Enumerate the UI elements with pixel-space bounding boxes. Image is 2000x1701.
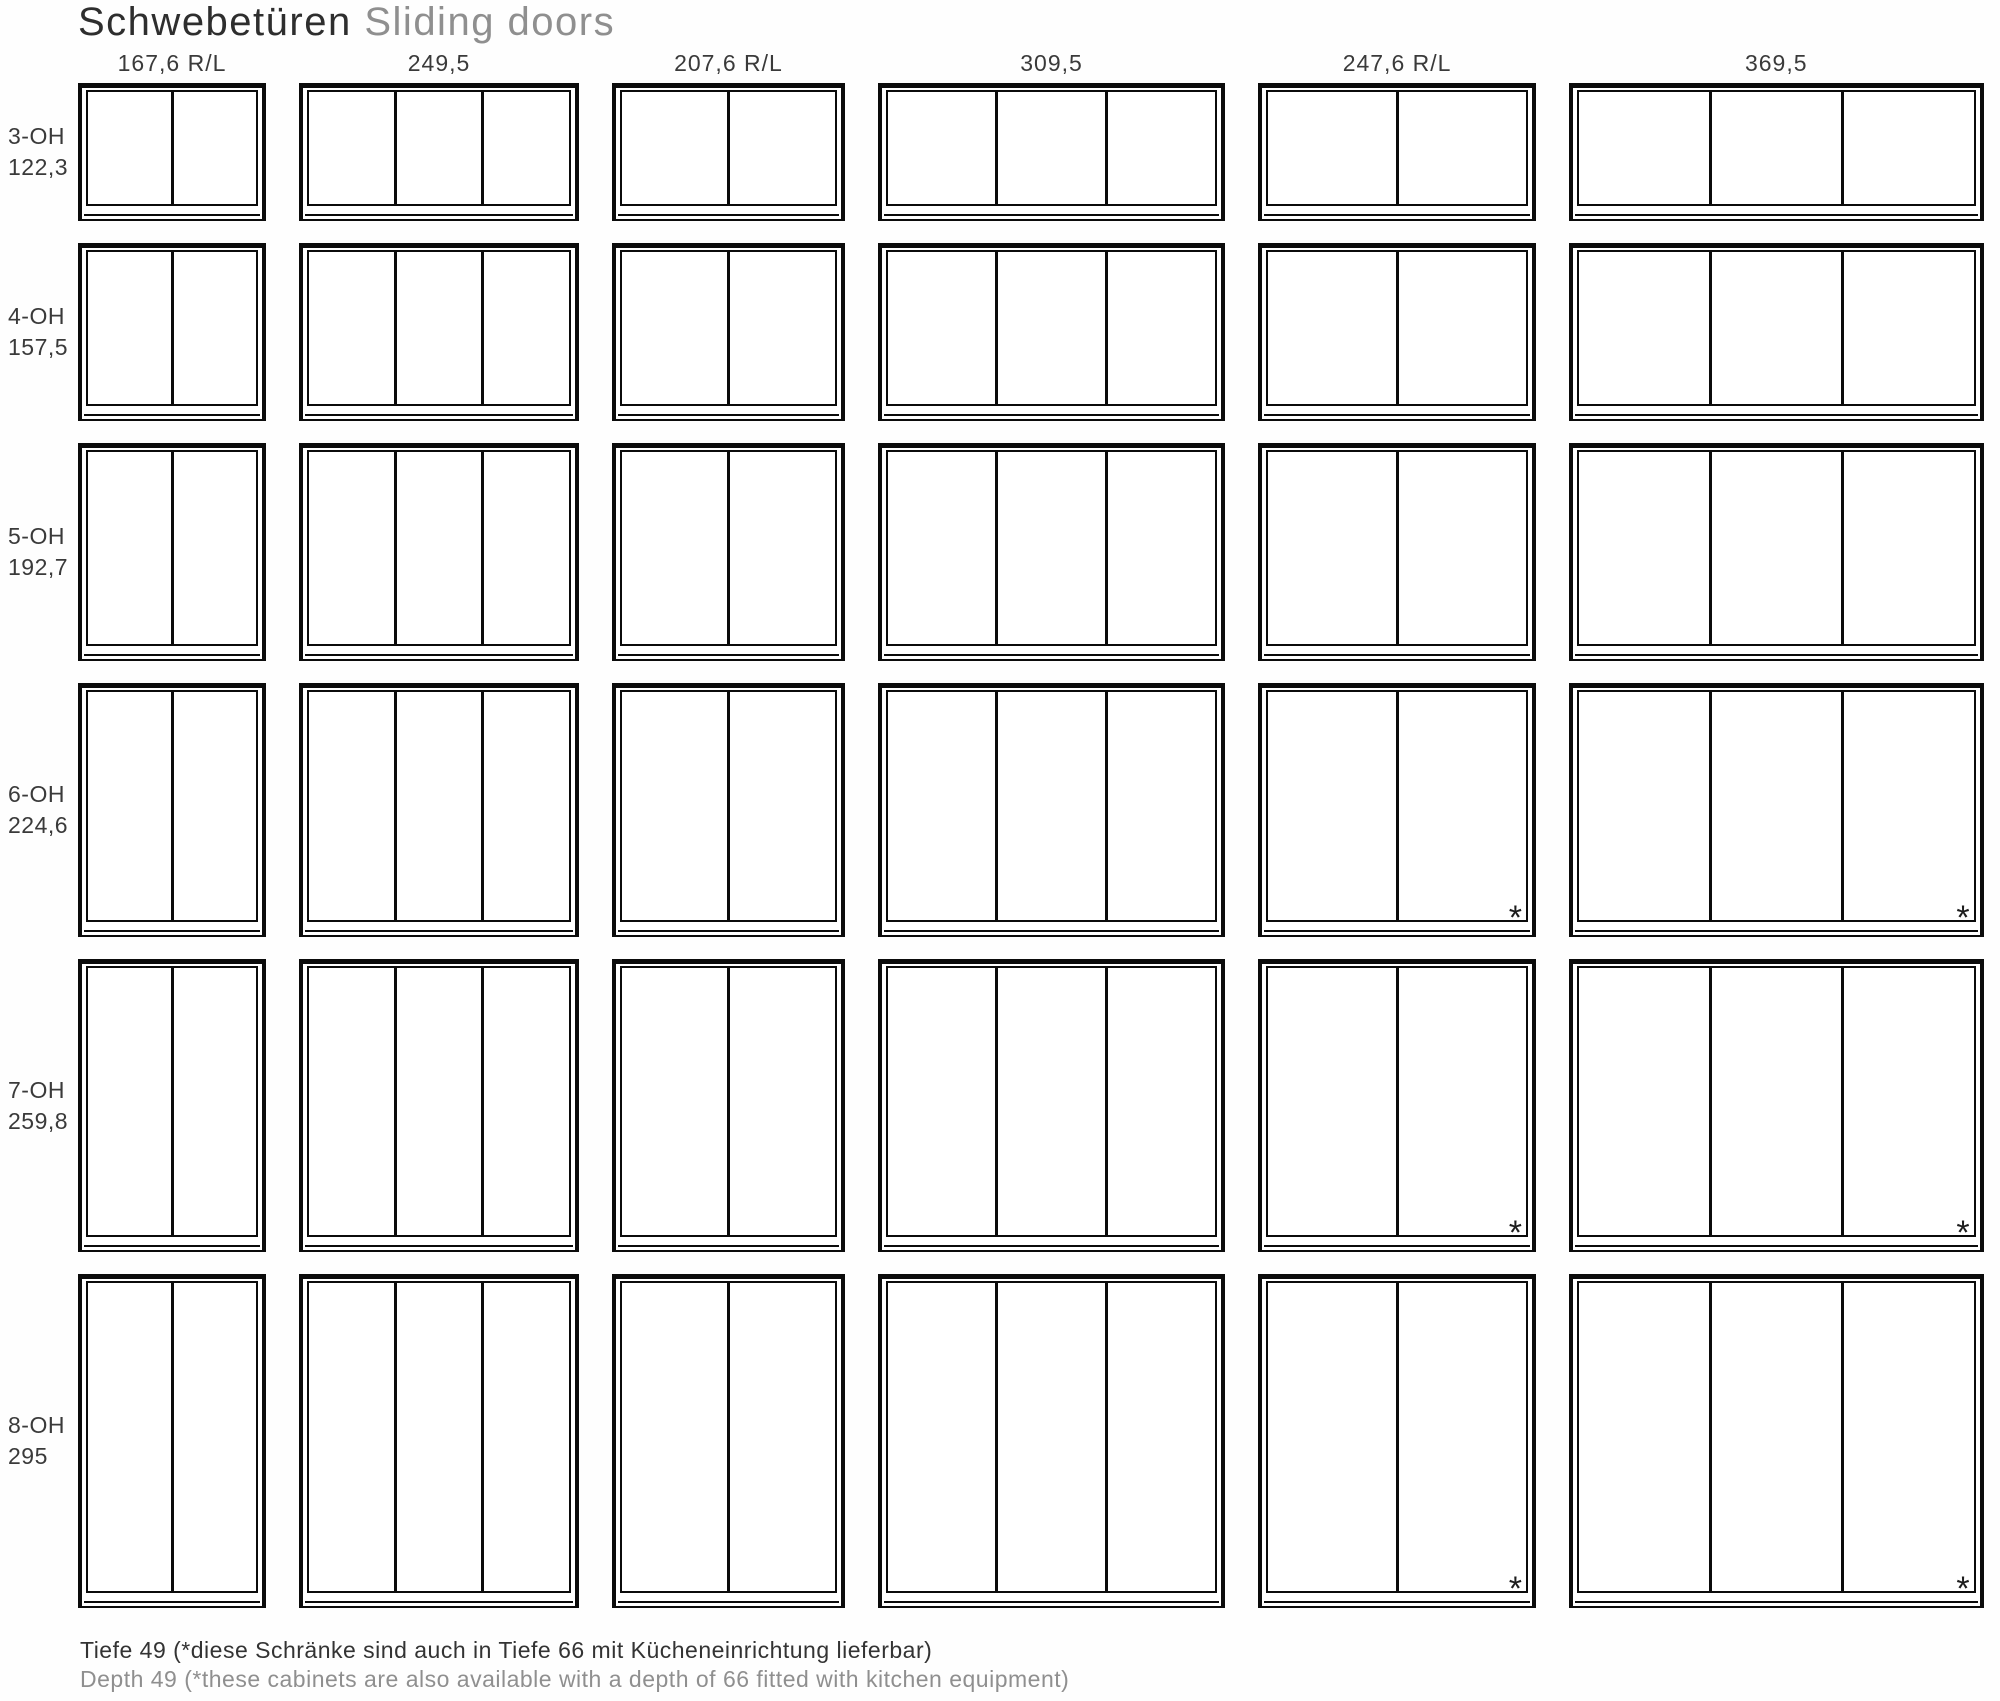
cabinet (78, 443, 266, 661)
cabinet (299, 243, 579, 421)
sliding-door-panels (620, 90, 837, 206)
door-panel (1841, 92, 1974, 204)
door-panel (888, 968, 995, 1236)
door-panel (1396, 968, 1526, 1236)
door-panel (1579, 252, 1709, 404)
cabinet-plinth-line (305, 654, 573, 656)
door-panel (1841, 252, 1974, 404)
door-panel (1709, 1283, 1842, 1590)
cabinet (612, 243, 845, 421)
cabinet-plinth-line (84, 930, 260, 932)
door-panel (727, 92, 835, 204)
sliding-door-panels (620, 250, 837, 406)
row-oh-label: 6-OH (8, 780, 65, 807)
cabinet-plinth-line (1575, 1601, 1978, 1603)
cabinet (1258, 1274, 1536, 1607)
sliding-door-panels (1266, 250, 1528, 406)
sliding-door-panels (1577, 450, 1976, 646)
cabinet (78, 243, 266, 421)
sliding-door-panels (620, 966, 837, 1238)
door-panel (995, 252, 1105, 404)
door-panel (888, 92, 995, 204)
column-width-label: 207,6 R/L (674, 50, 783, 76)
cabinet-plinth-line (84, 1601, 260, 1603)
door-panel (622, 968, 727, 1236)
sliding-door-panels (86, 966, 258, 1238)
sliding-door-panels (1577, 690, 1976, 922)
cabinet (299, 1274, 579, 1607)
door-panel (1579, 692, 1709, 920)
door-panel (1841, 452, 1974, 644)
door-panel (394, 692, 482, 920)
door-panel (727, 452, 835, 644)
cabinet-plinth-line (1264, 414, 1530, 416)
door-panel (622, 92, 727, 204)
cabinet-plinth-line (884, 414, 1219, 416)
door-panel (481, 252, 569, 404)
row-height-value: 259,8 (8, 1107, 69, 1134)
row-height-value: 122,3 (8, 154, 69, 181)
row-height-label (8, 521, 74, 583)
door-panel (995, 692, 1105, 920)
door-panel (1841, 1283, 1974, 1590)
door-panel (394, 968, 482, 1236)
cabinet-plinth-line (1575, 930, 1978, 932)
row-oh-label: 3-OH (8, 123, 65, 150)
door-panel (995, 968, 1105, 1236)
door-panel (1709, 252, 1842, 404)
kitchen-option-asterisk: * (1956, 1569, 1970, 1608)
door-panel (1709, 968, 1842, 1236)
door-panel (727, 1283, 835, 1590)
door-panel (1396, 692, 1526, 920)
door-panel (1105, 452, 1215, 644)
cabinet (299, 83, 579, 221)
row-oh-label: 8-OH (8, 1411, 65, 1438)
footer-note (80, 1636, 1069, 1694)
sliding-door-panels (86, 1281, 258, 1592)
door-panel (622, 452, 727, 644)
door-panel (171, 252, 257, 404)
cabinet (1258, 959, 1536, 1253)
door-panel (88, 452, 171, 644)
cabinet-plinth-line (618, 930, 839, 932)
cabinet-plinth-line (84, 654, 260, 656)
sliding-door-panels (886, 450, 1217, 646)
sliding-door-panels (307, 966, 571, 1238)
cabinet-plinth-line (884, 214, 1219, 216)
cabinet (1258, 683, 1536, 937)
cabinet-plinth-line (84, 1245, 260, 1247)
sliding-door-panels (1266, 690, 1528, 922)
sliding-door-panels (620, 1281, 837, 1592)
sliding-door-panels (886, 1281, 1217, 1592)
cabinet (878, 959, 1225, 1253)
door-panel (1709, 692, 1842, 920)
door-panel (1841, 692, 1974, 920)
cabinet-plinth-line (305, 414, 573, 416)
cabinet (612, 83, 845, 221)
sliding-door-panels (307, 250, 571, 406)
column-width-label: 247,6 R/L (1342, 50, 1452, 76)
cabinet-plinth-line (1575, 1245, 1978, 1247)
door-panel (171, 1283, 257, 1590)
row-oh-label: 5-OH (8, 523, 65, 550)
sliding-door-panels (307, 90, 571, 206)
cabinet-plinth-line (1575, 214, 1978, 216)
cabinet (612, 959, 845, 1253)
door-panel (1841, 968, 1974, 1236)
row-oh-label: 7-OH (8, 1076, 65, 1103)
cabinet-plinth-line (618, 1245, 839, 1247)
door-panel (727, 252, 835, 404)
footer-note-german: Tiefe 49 (*diese Schränke sind auch in Tiefe 66 mit Kücheneinrichtung lieferbar) (80, 1637, 933, 1663)
cabinet-plinth-line (618, 214, 839, 216)
door-panel (1579, 452, 1709, 644)
door-panel (481, 692, 569, 920)
door-panel (309, 92, 394, 204)
row-height-label (8, 1075, 74, 1137)
cabinet (78, 83, 266, 221)
sliding-door-panels (620, 690, 837, 922)
cabinet (299, 959, 579, 1253)
door-panel (1579, 1283, 1709, 1590)
footer-note-english: Depth 49 (*these cabinets are also available with a depth of 66 fitted with kitchen equipment) (80, 1666, 1070, 1692)
page-title-english: Sliding doors (364, 0, 616, 44)
sliding-door-panels (886, 250, 1217, 406)
door-panel (394, 252, 482, 404)
door-panel (1105, 692, 1215, 920)
sliding-door-panels (86, 250, 258, 406)
door-panel (309, 452, 394, 644)
cabinet-plinth-line (1264, 1601, 1530, 1603)
sliding-door-panels (307, 690, 571, 922)
cabinet-plinth-line (884, 654, 1219, 656)
cabinet-plinth-line (305, 930, 573, 932)
cabinet (1258, 443, 1536, 661)
door-panel (1579, 968, 1709, 1236)
door-panel (481, 968, 569, 1236)
kitchen-option-asterisk: * (1508, 1214, 1522, 1253)
sliding-door-panels (1577, 90, 1976, 206)
door-panel (888, 252, 995, 404)
cabinet-plinth-line (618, 1601, 839, 1603)
row-height-value: 157,5 (8, 334, 69, 361)
row-height-value: 295 (8, 1442, 48, 1469)
sliding-door-panels (886, 690, 1217, 922)
cabinet (612, 443, 845, 661)
cabinet (1258, 83, 1536, 221)
door-panel (888, 692, 995, 920)
cabinet (1569, 83, 1984, 221)
sliding-door-panels (1266, 966, 1528, 1238)
sliding-door-panels (86, 690, 258, 922)
door-panel (995, 452, 1105, 644)
row-height-label (8, 779, 74, 841)
kitchen-option-asterisk: * (1508, 1569, 1522, 1608)
door-panel (995, 1283, 1105, 1590)
cabinet-plinth-line (884, 930, 1219, 932)
row-height-label (8, 1410, 74, 1472)
cabinet-plinth-line (305, 1601, 573, 1603)
cabinet (78, 959, 266, 1253)
door-panel (622, 252, 727, 404)
sliding-door-panels (886, 966, 1217, 1238)
sliding-door-panels (886, 90, 1217, 206)
door-panel (1709, 452, 1842, 644)
cabinet-plinth-line (305, 214, 573, 216)
door-panel (394, 92, 482, 204)
door-panel (1105, 968, 1215, 1236)
door-panel (171, 692, 257, 920)
cabinet (878, 443, 1225, 661)
row-height-value: 192,7 (8, 554, 69, 581)
cabinet-plinth-line (84, 214, 260, 216)
kitchen-option-asterisk: * (1956, 898, 1970, 937)
cabinet (1258, 243, 1536, 421)
kitchen-option-asterisk: * (1508, 898, 1522, 937)
door-panel (1268, 452, 1395, 644)
door-panel (88, 692, 171, 920)
sliding-door-panels (1266, 90, 1528, 206)
door-panel (1268, 1283, 1395, 1590)
cabinet (299, 683, 579, 937)
door-panel (1396, 1283, 1526, 1590)
door-panel (888, 1283, 995, 1590)
row-height-label (8, 301, 74, 363)
cabinet-plinth-line (84, 414, 260, 416)
door-panel (1396, 452, 1526, 644)
page-title-german: Schwebetüren (78, 0, 352, 44)
cabinet-plinth-line (618, 654, 839, 656)
door-panel (622, 1283, 727, 1590)
sliding-door-panels (620, 450, 837, 646)
door-panel (622, 692, 727, 920)
door-panel (88, 92, 171, 204)
door-panel (309, 968, 394, 1236)
sliding-door-panels (307, 1281, 571, 1592)
sliding-door-panels (1266, 450, 1528, 646)
cabinet (612, 1274, 845, 1607)
cabinet (1569, 443, 1984, 661)
row-height-value: 224,6 (8, 811, 69, 838)
cabinet (878, 1274, 1225, 1607)
cabinet-plinth-line (1575, 654, 1978, 656)
door-panel (888, 452, 995, 644)
door-panel (88, 252, 171, 404)
door-panel (1396, 92, 1526, 204)
door-panel (481, 1283, 569, 1590)
cabinet (1569, 243, 1984, 421)
door-panel (727, 968, 835, 1236)
door-panel (1105, 92, 1215, 204)
door-panel (171, 92, 257, 204)
door-panel (88, 1283, 171, 1590)
cabinet (878, 243, 1225, 421)
cabinet-plinth-line (1264, 214, 1530, 216)
door-panel (481, 452, 569, 644)
cabinet-plinth-line (884, 1245, 1219, 1247)
door-panel (481, 92, 569, 204)
door-panel (88, 968, 171, 1236)
door-panel (1105, 1283, 1215, 1590)
cabinet-plinth-line (884, 1601, 1219, 1603)
cabinet-plinth-line (1264, 1245, 1530, 1247)
door-panel (309, 252, 394, 404)
door-panel (1396, 252, 1526, 404)
column-width-label: 167,6 R/L (117, 50, 227, 76)
door-panel (1579, 92, 1709, 204)
sliding-door-panels (1577, 250, 1976, 406)
door-panel (394, 1283, 482, 1590)
cabinet (1569, 1274, 1984, 1607)
cabinet (1569, 959, 1984, 1253)
sliding-door-panels (86, 90, 258, 206)
column-width-label: 249,5 (407, 50, 471, 76)
cabinet-plinth-line (1264, 930, 1530, 932)
sliding-door-panels (1266, 1281, 1528, 1592)
door-panel (1709, 92, 1842, 204)
cabinet-plinth-line (305, 1245, 573, 1247)
sliding-door-panels (307, 450, 571, 646)
cabinet (878, 83, 1225, 221)
door-panel (309, 1283, 394, 1590)
cabinet-plinth-line (1264, 654, 1530, 656)
cabinet (612, 683, 845, 937)
door-panel (1268, 252, 1395, 404)
door-panel (1105, 252, 1215, 404)
cabinet (878, 683, 1225, 937)
door-panel (171, 452, 257, 644)
page-title (78, 0, 615, 45)
row-height-label (8, 121, 74, 183)
door-panel (309, 692, 394, 920)
sliding-door-panels (1577, 1281, 1976, 1592)
door-panel (727, 692, 835, 920)
cabinet (78, 683, 266, 937)
door-panel (171, 968, 257, 1236)
sliding-door-panels (86, 450, 258, 646)
cabinet (78, 1274, 266, 1607)
door-panel (1268, 968, 1395, 1236)
kitchen-option-asterisk: * (1956, 1214, 1970, 1253)
row-oh-label: 4-OH (8, 303, 65, 330)
door-panel (1268, 92, 1395, 204)
column-width-label: 309,5 (1020, 50, 1083, 76)
cabinet-plinth-line (1575, 414, 1978, 416)
door-panel (394, 452, 482, 644)
cabinet-plinth-line (618, 414, 839, 416)
door-panel (1268, 692, 1395, 920)
column-width-label: 369,5 (1744, 50, 1808, 76)
sliding-door-panels (1577, 966, 1976, 1238)
door-panel (995, 92, 1105, 204)
cabinet (299, 443, 579, 661)
cabinet (1569, 683, 1984, 937)
